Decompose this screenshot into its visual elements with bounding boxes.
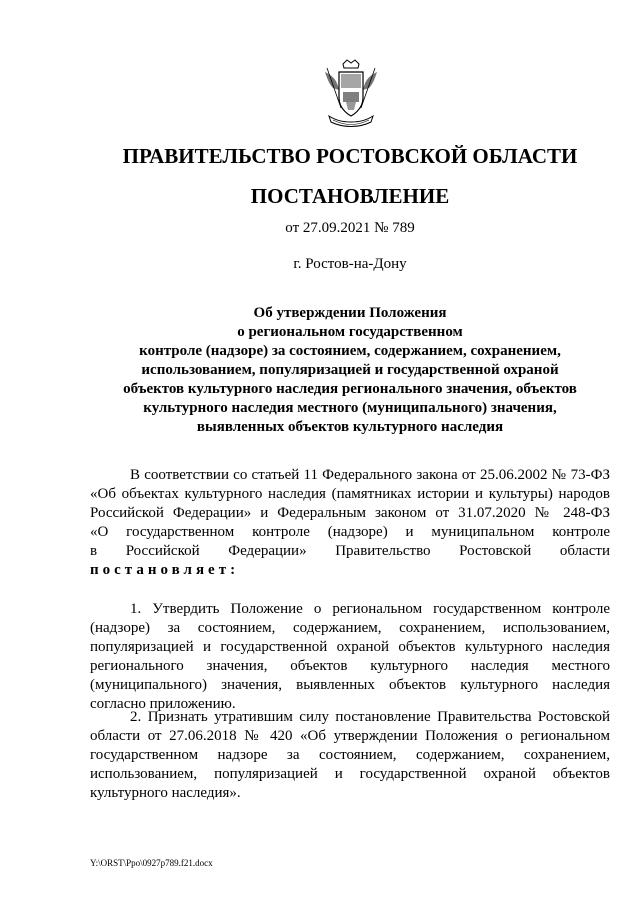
- preamble-line: «О государственном контроле (надзоре) и муниципальном контроле: [90, 524, 610, 540]
- item-1-paragraph: [90, 600, 610, 714]
- item-1-line: популяризацией и государственной охраной объектов культурного наследия: [90, 639, 610, 655]
- item-1-line: регионального значения, объектов культурного наследия местного: [90, 658, 610, 674]
- item-2-line: 2. Признать утратившим силу постановление Правительства Ростовской: [130, 709, 610, 725]
- preamble-line: в Российской Федерации» Правительство Ростовской области: [90, 543, 610, 559]
- document-subject: [90, 304, 610, 437]
- subject-line: объектов культурного наследия регионального значения, объектов: [123, 381, 577, 397]
- file-path-footer: Y:\ORST\Ppo\0927p789.f21.docx: [90, 858, 213, 868]
- subject-line: использованием, популяризацией и государственной охраной: [141, 362, 559, 378]
- document-city: г. Ростов-на-Дону: [293, 256, 407, 272]
- item-2-line: государственном надзоре за состоянием, содержанием, сохранением,: [90, 747, 610, 763]
- item-1-line: (муниципального) значения, выявленных объектов культурного наследия: [90, 677, 610, 693]
- subject-line: Об утверждении Положения: [253, 305, 447, 321]
- item-2-paragraph: [90, 708, 610, 803]
- subject-line: выявленных объектов культурного наследия: [196, 419, 504, 435]
- coat-of-arms-icon: [319, 58, 383, 132]
- preamble-line: В соответствии со статьей 11 Федерального закона от 25.06.2002 № 73-ФЗ: [130, 467, 610, 483]
- item-1-line: 1. Утвердить Положение о региональном государственном контроле: [130, 601, 610, 617]
- subject-line: о региональном государственном: [237, 324, 463, 340]
- decree-word: постановляет:: [90, 562, 240, 578]
- item-2-line: культурного наследия».: [90, 785, 241, 801]
- item-2-line: области от 27.06.2018 № 420 «Об утверждении Положения о региональном: [90, 728, 610, 744]
- document-type: ПОСТАНОВЛЕНИЕ: [250, 184, 450, 208]
- preamble-line: Российской Федерации» и Федеральным законом от 31.07.2020 № 248-ФЗ: [90, 505, 610, 521]
- subject-line: контроле (надзоре) за состоянием, содержанием, сохранением,: [139, 343, 561, 359]
- preamble-line: «Об объектах культурного наследия (памятниках истории и культуры) народов: [90, 486, 610, 502]
- item-2-line: использованием, популяризацией и государственной охраной объектов: [90, 766, 610, 782]
- document-date-number: от 27.09.2021 № 789: [285, 220, 415, 236]
- subject-line: культурного наследия местного (муниципального) значения,: [143, 400, 557, 416]
- preamble-paragraph: [90, 466, 610, 580]
- government-title: ПРАВИТЕЛЬСТВО РОСТОВСКОЙ ОБЛАСТИ: [122, 144, 578, 168]
- item-1-line: (надзоре) за состоянием, содержанием, сохранением, использованием,: [90, 620, 610, 636]
- item-1-line: согласно приложению.: [90, 696, 236, 712]
